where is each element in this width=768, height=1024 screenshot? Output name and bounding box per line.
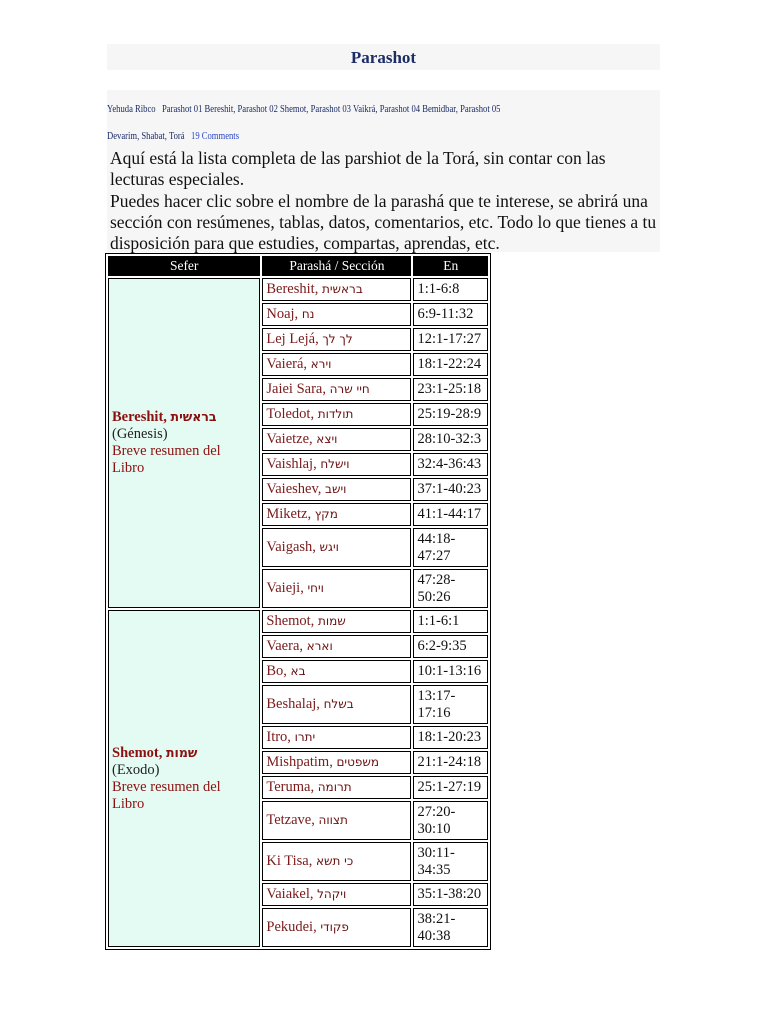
verse-range-cell: 18:1-20:23 [413,726,488,749]
header-parasha: Parashá / Sección [262,256,411,276]
verse-range-cell: 25:1-27:19 [413,776,488,799]
comments-link[interactable]: 19 Comments [191,131,240,142]
parasha-name[interactable]: Vaierá, [266,356,308,372]
parasha-hebrew-name[interactable]: מקץ [314,507,338,521]
parasha-hebrew-name[interactable]: וירא [310,357,332,371]
book-name[interactable]: Shemot, [112,744,163,761]
parasha-hebrew-name[interactable]: ויקהל [317,887,347,901]
table-header-row [108,256,488,276]
book-subtitle: (Exodo) [112,761,160,778]
verse-range-cell: 6:2-9:35 [413,635,488,658]
verse-range-cell: 25:19-28:9 [413,403,488,426]
verse-range-cell: 12:1-17:27 [413,328,488,351]
verse-range-cell: 10:1-13:16 [413,660,488,683]
parasha-cell[interactable] [262,278,411,301]
verse-range-cell: 30:11-34:35 [413,842,488,881]
verse-range-cell: 38:21-40:38 [413,908,488,947]
parasha-name[interactable]: Itro, [266,729,291,745]
parasha-name[interactable]: Jaiei Sara, [266,381,326,397]
parasha-hebrew-name[interactable]: תרומה [317,780,352,794]
intro-text [107,148,660,252]
parasha-cell[interactable] [262,883,411,906]
parasha-cell[interactable] [262,776,411,799]
verse-range-cell: 44:18-47:27 [413,528,488,567]
parasha-hebrew-name[interactable]: כי תשא [315,854,354,868]
parasha-cell[interactable] [262,610,411,633]
parasha-name[interactable]: Bo, [266,663,287,679]
parasha-name[interactable]: Miketz, [266,506,312,522]
parasha-cell[interactable] [262,503,411,526]
parasha-hebrew-name[interactable]: שמות [317,614,346,628]
book-name-link[interactable] [112,409,216,425]
parasha-cell[interactable] [262,801,411,840]
parasha-hebrew-name[interactable]: בראשית [321,282,363,296]
category-links-cont[interactable]: Devarim, Shabat, Torá [107,131,185,142]
parasha-name[interactable]: Pekudei, [266,919,317,935]
parasha-hebrew-name[interactable]: וישלח [320,457,350,471]
parasha-hebrew-name[interactable]: בא [290,664,306,678]
parasha-name[interactable]: Vaera, [266,638,304,654]
parasha-cell[interactable] [262,303,411,326]
post-meta [107,90,660,150]
category-links[interactable]: Parashot 01 Bereshit, Parashot 02 Shemot, Parashot 03 Vaikrá, Parashot 04 Bemidbar, Parashot 05 [162,104,501,115]
parasha-hebrew-name[interactable]: משפטים [336,755,380,769]
verse-range-cell: 41:1-44:17 [413,503,488,526]
verse-range-cell: 37:1-40:23 [413,478,488,501]
parashot-table [105,253,491,950]
parasha-name[interactable]: Tetzave, [266,812,315,828]
parasha-hebrew-name[interactable]: לך לך [322,332,353,346]
book-cell [108,610,260,947]
table-row [108,278,488,301]
parasha-cell[interactable] [262,569,411,608]
verse-range-cell: 21:1-24:18 [413,751,488,774]
table-row [108,610,488,633]
parasha-hebrew-name[interactable]: תצווה [318,813,348,827]
book-cell [108,278,260,608]
table-body [108,278,488,947]
parasha-cell[interactable] [262,726,411,749]
parasha-name[interactable]: Vaiakel, [266,886,314,902]
book-name-link[interactable] [112,745,197,761]
verse-range-cell: 27:20-30:10 [413,801,488,840]
parasha-name[interactable]: Mishpatim, [266,754,333,770]
verse-range-cell: 1:1-6:1 [413,610,488,633]
parasha-name[interactable]: Noaj, [266,306,299,322]
parasha-hebrew-name[interactable]: נח [301,307,315,321]
parasha-cell[interactable] [262,842,411,881]
book-summary-link[interactable]: Breve resumen del Libro [112,778,221,812]
parasha-name[interactable]: Shemot, [266,613,315,629]
intro-paragraph-1: Aquí está la lista completa de las parshiot de la Torá, sin contar con las lecturas especiales. [110,148,606,190]
parasha-hebrew-name[interactable]: בשלח [323,697,354,711]
verse-range-cell: 47:28-50:26 [413,569,488,608]
parasha-name[interactable]: Bereshit, [266,281,319,297]
parasha-hebrew-name[interactable]: תולדות [317,407,354,421]
author-link[interactable]: Yehuda Ribco [107,104,156,115]
parasha-cell[interactable] [262,660,411,683]
meta-line-2 [107,131,239,142]
header-en: En [413,256,488,276]
parasha-cell[interactable] [262,328,411,351]
parasha-name[interactable]: Vaigash, [266,539,316,555]
meta-line-1 [107,104,500,115]
verse-range-cell: 35:1-38:20 [413,883,488,906]
book-subtitle: (Génesis) [112,426,168,442]
parasha-hebrew-name[interactable]: חיי שרה [329,382,370,396]
verse-range-cell: 28:10-32:3 [413,428,488,451]
verse-range-cell: 6:9-11:32 [413,303,488,326]
parasha-name[interactable]: Vaishlaj, [266,456,317,472]
parasha-hebrew-name[interactable]: ויגש [319,540,339,554]
parasha-name[interactable]: Beshalaj, [266,696,320,712]
parasha-cell[interactable] [262,528,411,567]
verse-range-cell: 23:1-25:18 [413,378,488,401]
parasha-hebrew-name[interactable]: פקודי [320,920,349,934]
parasha-cell[interactable] [262,353,411,376]
book-hebrew-name[interactable]: בראשית [170,409,217,424]
verse-range-cell: 1:1-6:8 [413,278,488,301]
verse-range-cell: 18:1-22:24 [413,353,488,376]
parasha-hebrew-name[interactable]: וישב [325,482,347,496]
intro-paragraph-2: Puedes hacer clic sobre el nombre de la parashá que te interese, se abrirá una sección con resúmenes, tablas, datos, comentarios, etc. Todo lo que tienes a tu disposición para que estudies, compartas, aprendas, etc. [110,190,657,254]
page-title: Parashot [107,44,660,70]
book-hebrew-name[interactable]: שמות [165,744,198,760]
verse-range-cell: 13:17-17:16 [413,685,488,724]
parasha-name[interactable]: Vaieji, [266,580,304,596]
parasha-cell[interactable] [262,378,411,401]
parasha-name[interactable]: Lej Lejá, [266,331,319,347]
parasha-hebrew-name[interactable]: ויחי [307,581,324,595]
parasha-cell[interactable] [262,478,411,501]
book-summary-link[interactable]: Breve resumen del Libro [112,443,221,476]
parasha-name[interactable]: Vaietze, [266,431,313,447]
parasha-hebrew-name[interactable]: יתרו [294,730,316,744]
parasha-cell[interactable] [262,403,411,426]
book-name[interactable]: Bereshit, [112,409,167,425]
parasha-name[interactable]: Teruma, [266,779,315,795]
parasha-cell[interactable] [262,751,411,774]
parasha-cell[interactable] [262,428,411,451]
parasha-hebrew-name[interactable]: וארא [306,639,333,653]
parasha-cell[interactable] [262,908,411,947]
parasha-name[interactable]: Ki Tisa, [266,853,313,869]
header-sefer: Sefer [108,256,260,276]
parasha-cell[interactable] [262,453,411,476]
parasha-name[interactable]: Toledot, [266,406,315,422]
verse-range-cell: 32:4-36:43 [413,453,488,476]
parasha-hebrew-name[interactable]: ויצא [316,432,338,446]
parasha-cell[interactable] [262,685,411,724]
parasha-name[interactable]: Vaieshev, [266,481,322,497]
parasha-cell[interactable] [262,635,411,658]
